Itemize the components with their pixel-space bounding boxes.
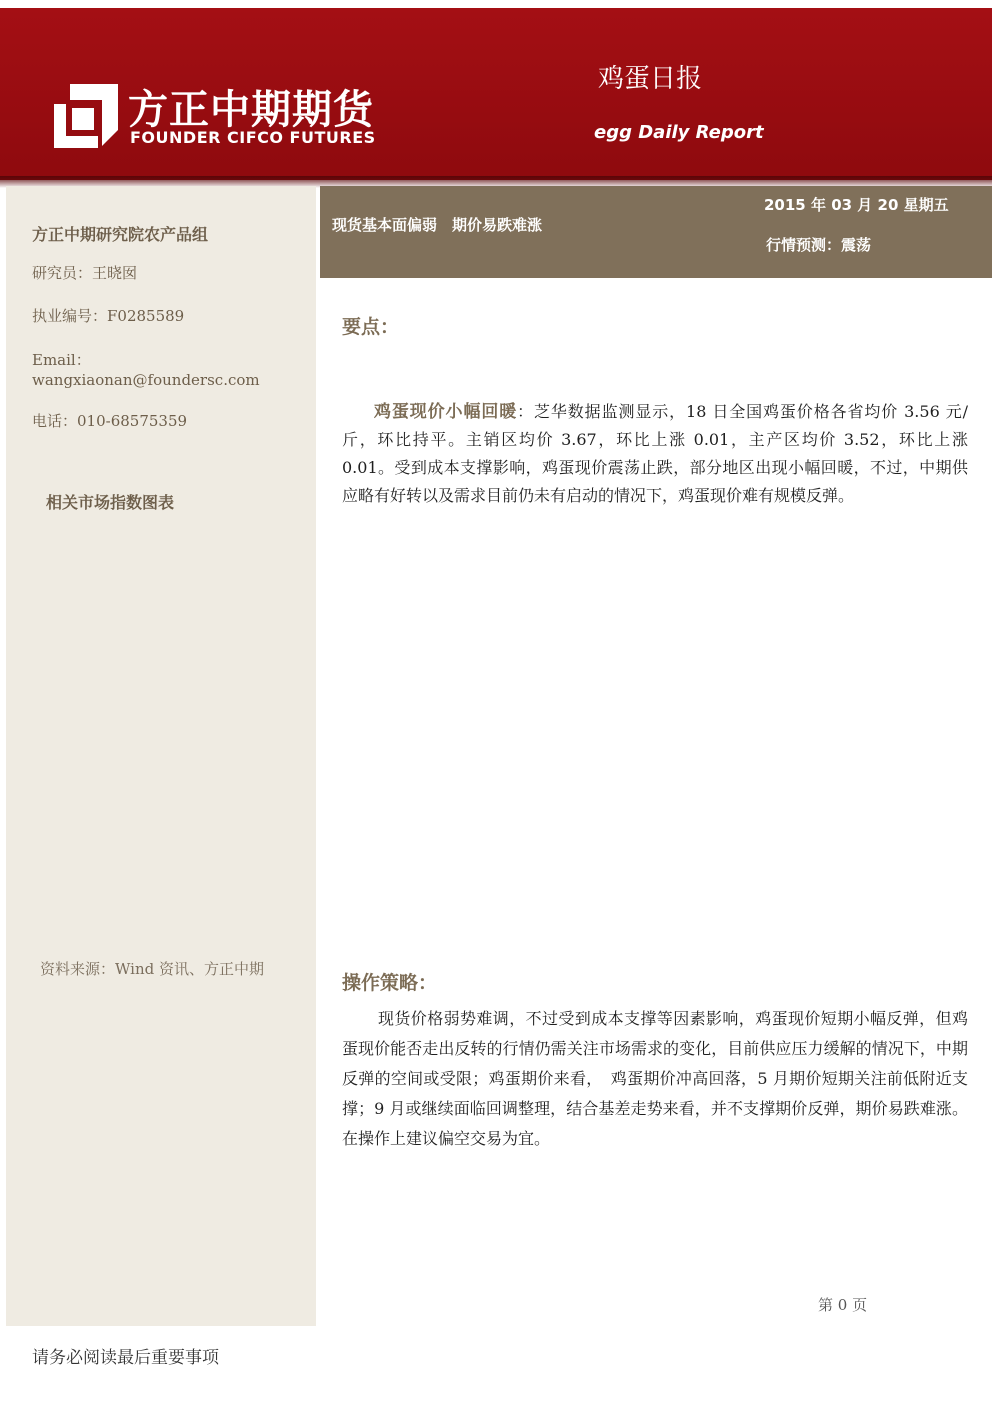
strategy-title: 操作策略：	[342, 972, 438, 994]
chart-section-heading: 相关市场指数图表	[46, 493, 175, 512]
founder-logo-icon	[54, 84, 118, 148]
report-subtitle: egg Daily Report	[594, 122, 764, 143]
market-forecast: 行情预测：震荡	[766, 236, 872, 254]
phone-number: 电话：010-68575359	[32, 412, 188, 430]
page-number: 第 0 页	[818, 1296, 868, 1314]
data-source: 资料来源：Wind 资讯、方正中期	[40, 960, 264, 978]
email-label: Email：	[32, 351, 91, 369]
report-date: 2015 年 03 月 20 星期五	[764, 196, 949, 214]
company-name-cn: 方正中期期货	[128, 87, 374, 133]
research-team: 方正中期研究院农产品组	[32, 225, 209, 244]
summary-headline: 现货基本面偏弱 期价易跌难涨	[332, 216, 543, 234]
key-points-title: 要点：	[342, 316, 400, 338]
strategy-paragraph: 现货价格弱势难调，不过受到成本支撑等因素影响，鸡蛋现价短期小幅反弹，但鸡蛋现价能否走出反转的行情仍需关注市场需求的变化，目前供应压力缓解的情况下，中期反弹的空间或受限；鸡蛋期价来看， 鸡蛋期价冲高回落，5 月期价短期关注前低附近支撑；9 月或继续面临回调整理，结合基差走势来看，并不支撑期价反弹，期价易跌难涨。在操作上建议偏空交易为宜。	[342, 1009, 968, 1148]
company-name-en: FOUNDER CIFCO FUTURES	[130, 128, 376, 147]
email-address[interactable]: wangxiaonan@foundersc.com	[32, 371, 260, 389]
footer-notice: 请务必阅读最后重要事项	[32, 1348, 219, 1368]
key-points-paragraph	[342, 398, 968, 510]
key-points-text: ：芝华数据监测显示，18 日全国鸡蛋价格各省均价 3.56 元/斤，环比持平。主销区均价 3.67，环比上涨 0.01，主产区均价 3.52，环比上涨 0.01。受到成本支撑影响，鸡蛋现价震荡止跌，部分地区出现小幅回暖，不过，中期供应略有好转以及需求目前仍未有启动的情况下，鸡蛋现价难有规模反弹。	[342, 402, 969, 505]
key-points-lead: 鸡蛋现价小幅回暖	[374, 402, 518, 422]
report-title: 鸡蛋日报	[598, 64, 703, 94]
researcher-name: 研究员：王晓囡	[32, 264, 138, 282]
license-number: 执业编号：F0285589	[32, 307, 185, 325]
